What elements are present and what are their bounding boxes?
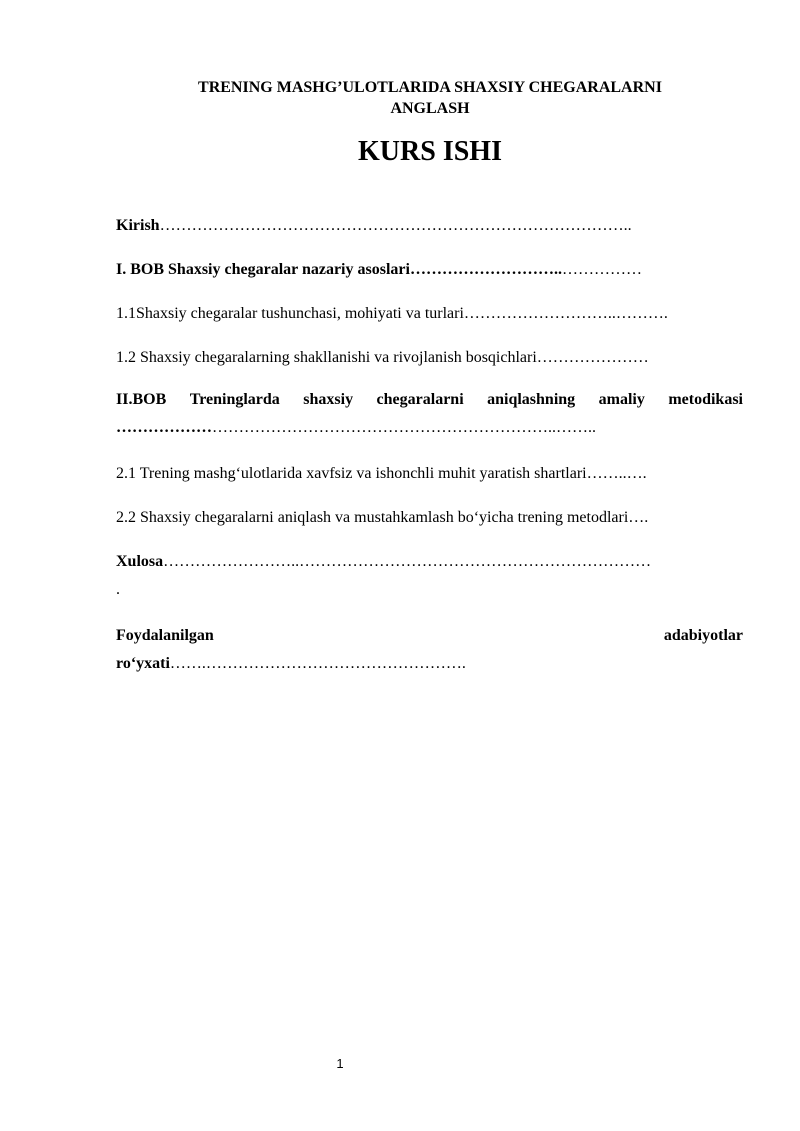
page-number: 1 bbox=[336, 1056, 344, 1071]
toc-entry-1-2: 1.2 Shaxsiy chegaralarning shakllanishi va rivojlanish bosqichlari………………… bbox=[116, 349, 649, 366]
toc-entry-label: Xulosa bbox=[116, 553, 164, 570]
toc-word: Foydalanilgan bbox=[116, 627, 214, 644]
toc-entry-2-1: 2.1 Trening mashg‘ulotlarida xavfsiz va ishonchli muhit yaratish shartlari……..…. bbox=[116, 465, 647, 482]
toc-entry-bob-2 bbox=[116, 386, 743, 442]
toc-entry-label bbox=[116, 386, 743, 414]
toc-entry-tail: . bbox=[116, 581, 120, 598]
toc-entry-bob-1 bbox=[116, 256, 743, 284]
toc-word: chegaralarni bbox=[376, 391, 464, 408]
toc-entry-line bbox=[116, 650, 743, 678]
document-title: KURS ISHI bbox=[358, 136, 502, 167]
topic-line-2: ANGLASH bbox=[390, 100, 470, 117]
toc-entry-leader: …………… bbox=[561, 261, 642, 278]
toc-entry-leader: ……………… bbox=[116, 419, 212, 436]
toc-entry-leader: ……………………….. bbox=[409, 261, 562, 278]
toc-word: shaxsiy bbox=[303, 391, 354, 408]
toc-entry-leader-line bbox=[116, 414, 743, 442]
document-topic bbox=[100, 77, 760, 119]
toc-entry-leader: ………………………………………………………..…….. bbox=[212, 419, 596, 436]
toc-entry-adabiyotlar bbox=[116, 622, 743, 678]
toc-word: II.BOB bbox=[116, 391, 167, 408]
toc-entry-label: Kirish bbox=[116, 217, 160, 234]
toc-entry-leader: ……………………..………………………………………………………… bbox=[163, 553, 652, 570]
toc-word: metodikasi bbox=[668, 391, 743, 408]
toc-word: aniqlashning bbox=[487, 391, 576, 408]
toc-entry-leader: …………………………………………………………………………….. bbox=[159, 217, 632, 234]
toc-entry-label: ro‘yxati bbox=[116, 655, 170, 672]
toc-entry-2-2: 2.2 Shaxsiy chegaralarni aniqlash va mustahkamlash bo‘yicha trening metodlari…. bbox=[116, 509, 649, 526]
toc-entry-label: I. BOB Shaxsiy chegaralar nazariy asoslari bbox=[116, 261, 410, 278]
toc-entry-1-1: 1.1Shaxsiy chegaralar tushunchasi, mohiyati va turlari………………………..………. bbox=[116, 305, 668, 322]
toc-entry-leader: …….…………………………………………. bbox=[169, 655, 466, 672]
toc-entry-kirish bbox=[116, 212, 743, 240]
toc-word: Treninglarda bbox=[189, 391, 280, 408]
topic-line-1: TRENING MASHG’ULOTLARIDA SHAXSIY CHEGARALARNI bbox=[198, 79, 662, 96]
toc-entry-line bbox=[116, 548, 743, 576]
toc-word: amaliy bbox=[598, 391, 645, 408]
toc-entry-label bbox=[116, 622, 743, 650]
toc-entry-xulosa bbox=[116, 548, 743, 604]
toc-word: adabiyotlar bbox=[663, 627, 743, 644]
